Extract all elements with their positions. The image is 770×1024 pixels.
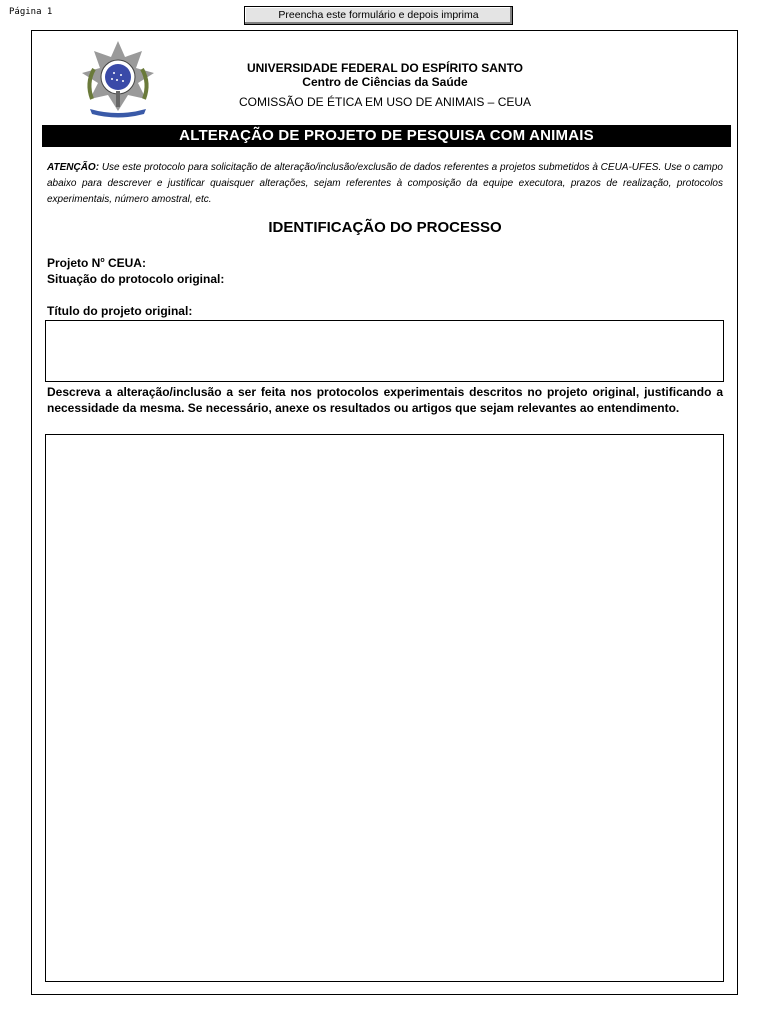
project-number-label xyxy=(47,256,146,270)
original-title-input[interactable] xyxy=(46,321,723,381)
original-title-label: Título do projeto original: xyxy=(47,304,193,318)
description-prompt: Descreva a alteração/inclusão a ser feita nos protocolos experimentais descritos no projeto original, justificando a necessidade da mesma. Se necessário, anexe os resultados ou artigos que sejam relevantes ao entendimento. xyxy=(47,385,723,415)
project-number-suffix: CEUA: xyxy=(104,256,146,270)
description-field[interactable] xyxy=(45,434,724,982)
attention-notice xyxy=(47,160,723,208)
fill-and-print-button[interactable]: Preencha este formulário e depois imprima xyxy=(244,6,513,25)
commission-name: COMISSÃO DE ÉTICA EM USO DE ANIMAIS – CEUA xyxy=(238,95,532,109)
project-number-sup: o xyxy=(100,257,105,264)
project-number-prefix: Projeto N xyxy=(47,256,101,270)
university-name: UNIVERSIDADE FEDERAL DO ESPÍRITO SANTO xyxy=(246,61,524,75)
page-number-label: Página 1 xyxy=(9,7,53,17)
attention-text: Use este protocolo para solicitação de alteração/inclusão/exclusão de dados referentes a projetos submetidos à CEUA-UFES. Use o campo abaixo para descrever e justificar quaisquer alterações, sejam referentes à composição da equipe executora, prazos de realização, protocolos experimentais, número amostral, etc. xyxy=(47,162,723,205)
protocol-status-label: Situação do protocolo original: xyxy=(47,272,225,286)
attention-label: ATENÇÃO: xyxy=(47,162,100,173)
original-title-field[interactable] xyxy=(45,320,724,382)
brazil-coat-of-arms-icon xyxy=(78,39,158,119)
form-title: ALTERAÇÃO DE PROJETO DE PESQUISA COM ANIMAIS xyxy=(42,125,731,147)
description-input[interactable] xyxy=(46,435,723,981)
section-title: IDENTIFICAÇÃO DO PROCESSO xyxy=(268,219,502,236)
center-name: Centro de Ciências da Saúde xyxy=(302,75,468,89)
